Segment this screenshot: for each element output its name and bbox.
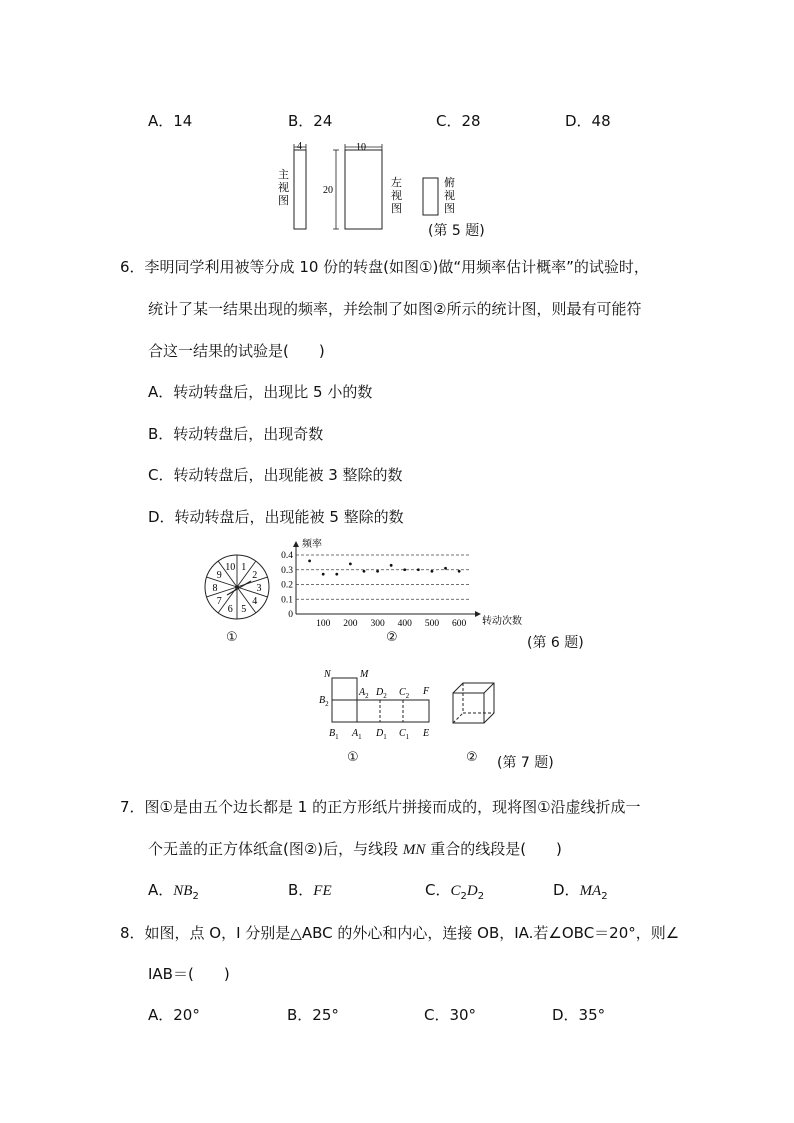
- spinner-number: 9: [216, 570, 222, 582]
- q8-stem-line2: IAB＝( ): [148, 965, 230, 983]
- spinner-number: 1: [241, 562, 247, 574]
- label-E: E: [423, 728, 430, 739]
- chart-point: [322, 573, 325, 576]
- q8-option-b: B．25°: [287, 1006, 339, 1024]
- spinner-center: [235, 585, 239, 589]
- chart-point: [349, 562, 352, 565]
- q7-fig2-label: ②: [466, 750, 478, 765]
- q6-spinner-figure: [200, 550, 274, 624]
- q5-three-views-figure: [270, 138, 530, 240]
- spinner-number: 8: [212, 583, 218, 594]
- chart-point: [363, 570, 366, 573]
- label-D1: $D_1$: [376, 728, 387, 741]
- spinner-number: 4: [252, 595, 258, 607]
- q8-option-a: A．20°: [148, 1006, 200, 1024]
- top-view-rect: [423, 178, 438, 215]
- spinner-pointer: [227, 581, 251, 595]
- chart-point: [403, 568, 406, 571]
- q7-net-figure: [315, 668, 445, 744]
- left-view-label: 左视图: [391, 177, 402, 215]
- chart-x-label: 转动次数: [482, 616, 522, 627]
- spinner-number: 7: [216, 595, 222, 607]
- spinner-number: 2: [252, 570, 258, 582]
- spinner-number: 5: [241, 603, 247, 615]
- q5-dim-height: 20: [323, 185, 333, 196]
- chart-y-tick: 0: [288, 610, 293, 620]
- q5-option-d: D．48: [565, 112, 611, 130]
- chart-x-tick: 600: [452, 619, 467, 629]
- label-B2: $B_2$: [319, 695, 329, 708]
- q6-stem-line2: 统计了某一结果出现的频率，并绘制了如图②所示的统计图，则最有可能符: [148, 300, 642, 318]
- spinner-number: 10: [225, 562, 236, 574]
- label-C2: $C_2$: [399, 687, 410, 700]
- q8-stem-line1: 8．如图，点 O，I 分别是△ABC 的外心和内心，连接 OB，IA.若∠OBC＝20°，则∠: [120, 924, 680, 942]
- q7-cube-figure: [448, 680, 500, 726]
- chart-y-tick: 0.3: [281, 565, 293, 576]
- chart-x-tick: 200: [343, 619, 358, 629]
- label-A2: $A_2$: [359, 687, 369, 700]
- q6-caption: (第 6 题): [527, 635, 584, 651]
- label-N: N: [324, 669, 331, 680]
- q6-fig2-label: ②: [386, 630, 398, 645]
- q5-dim-front-width: 4: [297, 141, 302, 152]
- q5-option-c: C．28: [436, 112, 481, 130]
- q5-option-a: A．14: [148, 112, 193, 130]
- label-B1: $B_1$: [329, 728, 339, 741]
- front-view-rect: [294, 150, 306, 229]
- spinner-number: 6: [227, 603, 233, 615]
- q6-option-b: B．转动转盘后，出现奇数: [148, 425, 324, 443]
- q7-option-b: B．FE: [288, 881, 332, 899]
- chart-point: [431, 570, 434, 573]
- label-D2: $D_2$: [376, 687, 387, 700]
- q6-fig1-label: ①: [226, 630, 238, 645]
- label-A1: $A_1$: [352, 728, 362, 741]
- chart-y-tick: 0.1: [281, 595, 293, 606]
- q8-option-d: D．35°: [552, 1006, 606, 1024]
- chart-y-label: 频率: [302, 539, 322, 550]
- q7-fig1-label: ①: [347, 750, 359, 765]
- q7-option-a: A．$NB_2$: [148, 881, 199, 902]
- chart-point: [308, 560, 311, 563]
- label-M: M: [360, 669, 369, 680]
- chart-point: [376, 570, 379, 573]
- chart-x-tick: 500: [424, 619, 440, 629]
- label-F: F: [423, 686, 430, 697]
- q6-option-a: A．转动转盘后，出现比 5 小的数: [148, 383, 373, 401]
- chart-x-tick: 300: [370, 619, 385, 629]
- chart-point: [390, 564, 393, 567]
- top-view-label: 俯视图: [444, 177, 455, 215]
- spinner-number: 3: [256, 583, 262, 594]
- spinner-divider: [207, 577, 237, 587]
- chart-x-tick: 100: [316, 619, 331, 629]
- q7-caption: (第 7 题): [497, 755, 554, 771]
- q5-dim-side-width: 10: [356, 142, 366, 153]
- q8-option-c: C．30°: [424, 1006, 477, 1024]
- q7-option-d: D．$MA_2$: [553, 881, 608, 902]
- q7-stem-line1: 7．图①是由五个边长都是 1 的正方形纸片拼接而成的，现将图①沿虚线折成一: [120, 798, 641, 816]
- q6-option-d: D．转动转盘后，出现能被 5 整除的数: [148, 508, 404, 526]
- left-view-rect: [345, 150, 382, 229]
- q5-caption: (第 5 题): [428, 223, 485, 239]
- q7-stem-line2: 个无盖的正方体纸盒(图②)后，与线段 MN 重合的线段是( ): [148, 840, 562, 858]
- q6-option-c: C．转动转盘后，出现能被 3 整除的数: [148, 466, 403, 484]
- chart-point: [335, 573, 338, 576]
- label-C1: $C_1$: [399, 728, 410, 741]
- chart-point: [444, 567, 447, 570]
- q7-option-c: C．$C_2D_2$: [425, 881, 485, 902]
- q6-frequency-chart: [278, 536, 534, 630]
- chart-y-tick: 0.4: [281, 551, 293, 561]
- q5-option-b: B．24: [288, 112, 333, 130]
- chart-point: [417, 568, 420, 571]
- q6-stem-line1: 6．李明同学利用被等分成 10 份的转盘(如图①)做“用频率估计概率”的试验时，: [120, 258, 649, 276]
- chart-point: [458, 570, 461, 573]
- chart-y-tick: 0.2: [281, 580, 293, 591]
- front-view-label: 主视图: [278, 169, 289, 207]
- q6-stem-line3: 合这一结果的试验是( ): [148, 342, 325, 360]
- chart-x-tick: 400: [397, 619, 412, 629]
